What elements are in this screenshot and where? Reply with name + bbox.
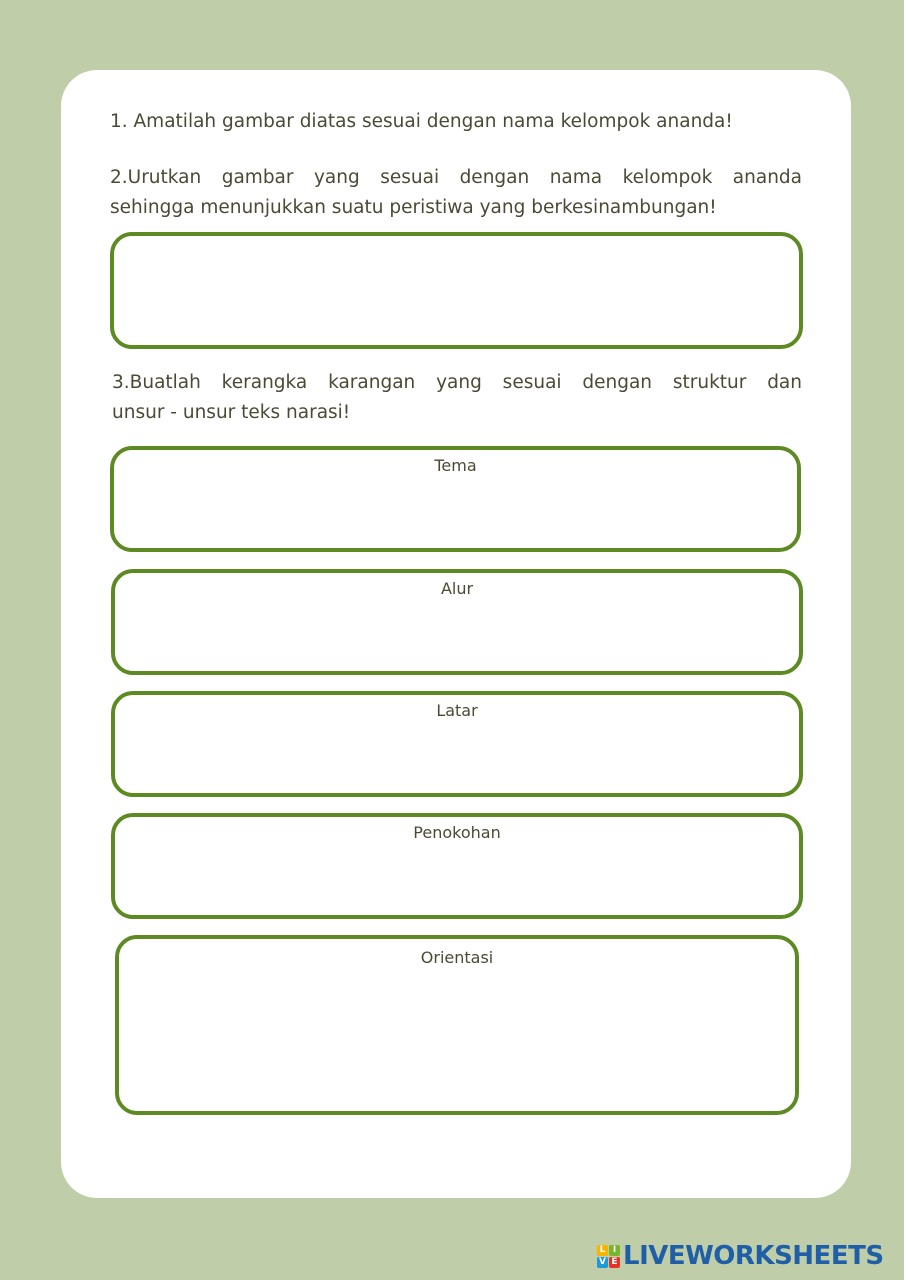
- liveworksheets-wordmark: LIVEWORKSHEETS: [623, 1241, 884, 1271]
- question-2-line-1: 2.Urutkan gambar yang sesuai dengan nama kelompok ananda: [110, 167, 802, 188]
- alur-label: Alur: [440, 579, 474, 598]
- liveworksheets-logo[interactable]: [597, 1240, 884, 1272]
- penokohan-label: Penokohan: [413, 823, 501, 842]
- alur-box: [111, 569, 803, 675]
- question-2: [110, 163, 802, 223]
- question-2-line-2: sehingga menunjukkan suatu peristiwa yang berkesinambungan!: [110, 197, 717, 218]
- latar-label: Latar: [436, 701, 478, 720]
- question-3: [112, 368, 802, 428]
- orientasi-label: Orientasi: [420, 948, 494, 967]
- orientasi-answer-field[interactable]: [119, 969, 795, 1111]
- alur-answer-field[interactable]: [115, 603, 799, 671]
- tema-label: Tema: [434, 456, 477, 475]
- question-3-line-2: unsur - unsur teks narasi!: [112, 402, 351, 423]
- tema-box: [110, 446, 801, 552]
- orientasi-box: [115, 935, 799, 1115]
- penokohan-answer-field[interactable]: [115, 847, 799, 915]
- liveworksheets-logo-icon: L I V E: [597, 1245, 620, 1268]
- sequence-answer-box[interactable]: [110, 232, 803, 349]
- tema-answer-field[interactable]: [114, 480, 797, 548]
- penokohan-box: [111, 813, 803, 919]
- question-1: 1. Amatilah gambar diatas sesuai dengan nama kelompok ananda!: [110, 111, 733, 132]
- latar-box: [111, 691, 803, 797]
- question-3-line-1: 3.Buatlah kerangka karangan yang sesuai dengan struktur dan: [112, 372, 802, 393]
- latar-answer-field[interactable]: [115, 725, 799, 793]
